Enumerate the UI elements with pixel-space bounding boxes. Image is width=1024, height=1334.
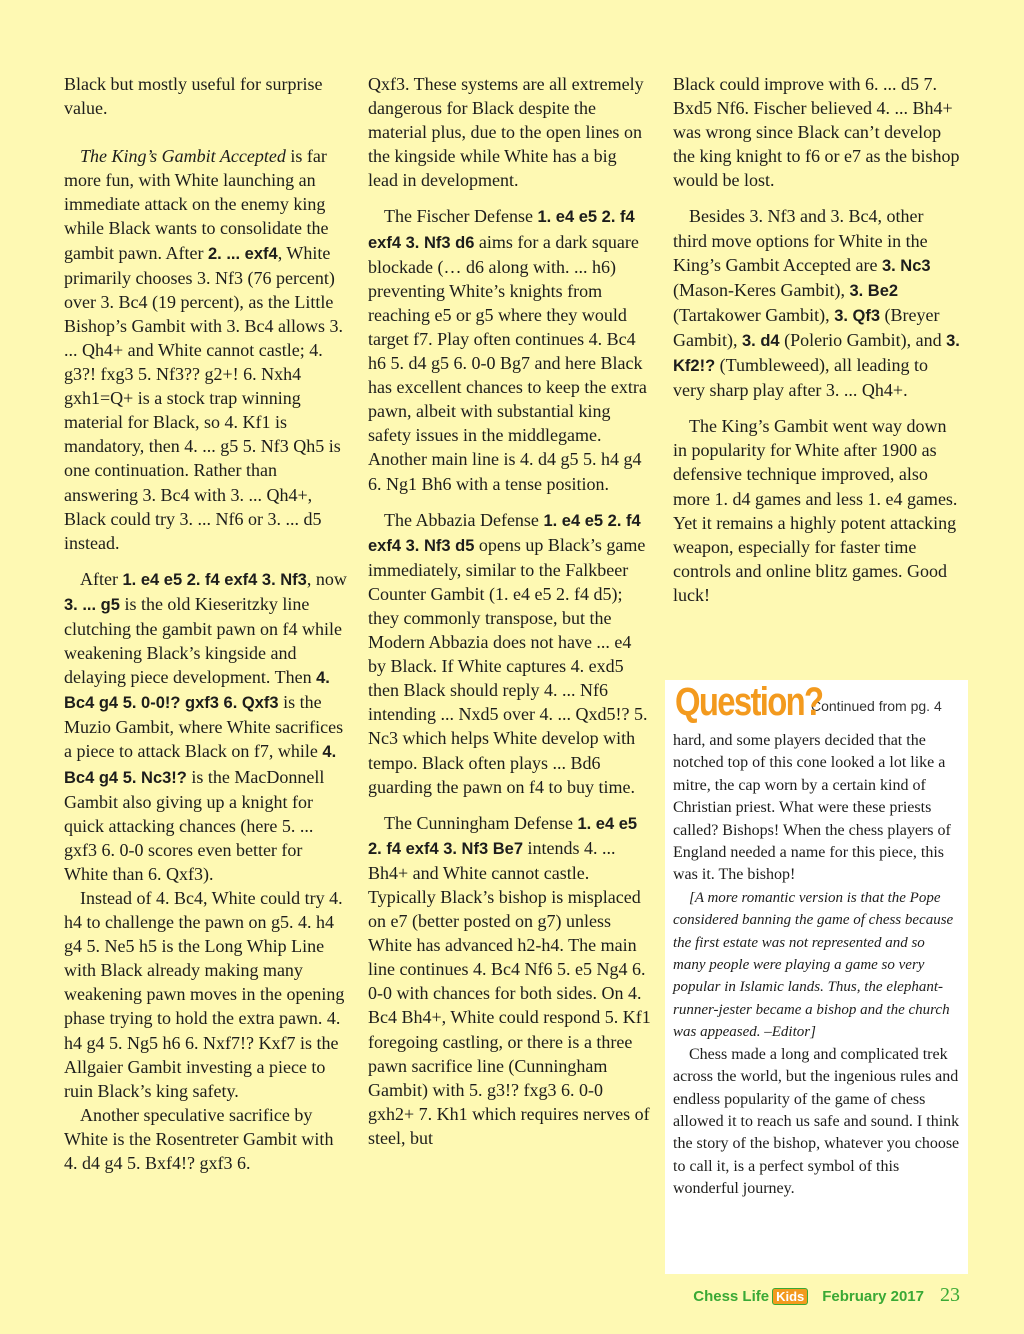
text-column-3 bbox=[673, 72, 961, 619]
issue-date: February 2017 bbox=[822, 1288, 924, 1305]
article-title: The King’s Gambit Accepted bbox=[80, 146, 286, 167]
text-column-1 bbox=[64, 72, 347, 1175]
paragraph: The Abbazia Defense 1. e4 e5 2. f4 exf4 3. Nf3 d5 opens up Black’s game immediately, similar to the Falkbeer Counter Gambit (1. e4 e5 2. f4 d5); they commonly transpose, but the Modern Abbazia does not have ... e4 by Black. If White captures 4. exd5 then Black should reply 4. ... Nf6 intending ... Nxd5 over 4. ... Qxd5!? 5. Nc3 which helps White develop with tempo. Black often plays ... Bd6 guarding the pawn on f4 to buy time. bbox=[368, 509, 648, 797]
kids-badge: Kids bbox=[772, 1288, 808, 1305]
paragraph: Instead of 4. Bc4, White could try 4. h4 to challenge the pawn on g5. 4. h4 g4 5. Ne5 h5 is the Long Whip Line with Black already making many weakening pawn moves in the opening phase trying to hold the extra pawn. 4. h4 g4 5. Ng5 h6 6. Nxf7!? Kxf7 is the Allgaier Gambit investing a piece to ruin Black’s king safety. bbox=[64, 888, 345, 1101]
paragraph: The Cunningham Defense 1. e4 e5 2. f4 exf4 3. Nf3 Be7 intends 4. ... Bh4+ and White cannot castle. Typically Black’s bishop is misplaced on e7 (better posted on g7) unless White has advanced h2-h4. The main line continues 4. Bc4 Nf6 5. e5 Ng4 6. 0-0 with chances for both sides. On 4. Bc4 Bh4+, White could respond 5. Kf1 foregoing castling, or there is a three pawn sacrifice line (Cunningham Gambit) with 5. g3!? fxg3 6. 0-0 gxh2+ 7. Kh1 which requires nerves of steel, but bbox=[368, 812, 651, 1148]
chess-move: 3. Nc3 bbox=[881, 256, 931, 275]
question-body bbox=[673, 730, 960, 1201]
continued-note: Continued from pg. 4 bbox=[811, 698, 942, 714]
chess-move: 2. ... exf4 bbox=[207, 244, 278, 263]
question-sidebar-box bbox=[665, 680, 968, 1274]
paragraph: After 1. e4 e5 2. f4 exf4 3. Nf3, now 3. ... g5 is the old Kieseritzky line clutching the gambit pawn on f4 while weakening Black’s kingside and delaying piece development. Then 4. Bc4 g4 5. 0-0!? gxf3 6. Qxf3 is the Muzio Gambit, where White sacrifices a piece to attack Black on f7, while 4. Bc4 g4 5. Nc3!? is the MacDonnell Gambit also giving up a knight for quick attacking chances (here 5. ... gxf3 6. 0-0 scores even better for White than 6. Qxf3). bbox=[64, 568, 347, 884]
paragraph: Besides 3. Nf3 and 3. Bc4, other third move options for White in the King’s Gambit Accepted are 3. Nc3 (Mason-Keres Gambit), 3. Be2 (Tartakower Gambit), 3. Qf3 (Breyer Gambit), 3. d4 (Polerio Gambit), and 3. Kf2!? (Tumbleweed), all leading to very sharp play after 3. ... Qh4+. bbox=[673, 206, 960, 401]
question-title: Question? bbox=[675, 680, 823, 724]
paragraph: The Fischer Defense 1. e4 e5 2. f4 exf4 3. Nf3 d6 aims for a dark square blockade (… d6 along with. ... h6) preventing White’s knights from reaching e5 or g5 where they would target f7. Play often continues 4. Bc4 h6 5. d4 g5 6. 0-0 Bg7 and here Black has excellent chances to keep the extra pawn, albeit with substantial king safety issues in the middlegame. Another main line is 4. d4 g5 5. h4 g4 6. Ng1 Bh6 with a tense position. bbox=[368, 206, 647, 494]
chess-move: 1. e4 e5 2. f4 exf4 3. Nf3 Be7 bbox=[368, 814, 638, 858]
paragraph: The King’s Gambit went way down in popularity for White after 1900 as defensive technique improved, also more 1. d4 games and less 1. e4 games. Yet it remains a highly potent attacking weapon, especially for faster time controls and online blitz games. Good luck! bbox=[673, 416, 958, 605]
magazine-name: Chess Life bbox=[693, 1288, 770, 1305]
paragraph: Another speculative sacrifice by White is the Rosentreter Gambit with 4. d4 g4 5. Bxf4!? gxf3 6. bbox=[64, 1104, 334, 1174]
chess-move: 1. e4 e5 2. f4 exf4 3. Nf3 d6 bbox=[368, 208, 635, 252]
chess-move: 3. ... g5 bbox=[64, 595, 120, 614]
paragraph: The King’s Gambit Accepted is far more fun, with White launching an immediate attack on the enemy king while Black wants to consolidate the gambit pawn. After 2. ... exf4, White primarily chooses 3. Nf3 (76 percent) over 3. Bc4 (19 percent), as the Little Bishop’s Gambit with 3. Bc4 allows 3. ... Qh4+ and White cannot castle; 4. g3?! fxg3 5. Nf3?? g2+! 6. Nxh4 gxh1=Q+ is a stock trap winning material for Black, so 4. Kf1 is mandatory, then 4. ... g5 5. Nf3 Qh5 is one continuation. Rather than answering 3. Bc4 with 3. ... Qh4+, Black could try 3. ... Nf6 or 3. ... d5 instead. bbox=[64, 146, 343, 553]
chess-move: 3. Be2 bbox=[849, 281, 899, 300]
chess-move: 4. Bc4 g4 5. Nc3!? bbox=[64, 743, 337, 787]
paragraph: Black could improve with 6. ... d5 7. Bxd5 Nf6. Fischer believed 4. ... Bh4+ was wrong since Black can’t develop the king knight to f6 or e7 as the bishop would be lost. bbox=[673, 74, 960, 191]
chess-move: 3. Kf2!? bbox=[673, 331, 960, 376]
chess-move: 1. e4 e5 2. f4 exf4 3. Nf3 d5 bbox=[368, 511, 641, 555]
page-footer bbox=[693, 1284, 960, 1307]
chess-move: 3. Qf3 bbox=[834, 306, 881, 325]
chess-move: 1. e4 e5 2. f4 exf4 3. Nf3 bbox=[122, 570, 307, 589]
editor-note: [A more romantic version is that the Pope considered banning the game of chess because the first estate was not represented and so many people were playing a game so very popular in Islamic lands. Thus, the elephant-runner-jester became a bishop and the church was appeased. –Editor] bbox=[673, 889, 954, 1041]
paragraph: Chess made a long and complicated trek across the world, but the ingenious rules and endless popularity of the game of chess allowed it to reach us safe and sound. I think the story of the bishop, whatever you choose to call it, is a perfect symbol of this wonderful journey. bbox=[673, 1045, 960, 1198]
chess-move: 4. Bc4 g4 5. 0-0!? gxf3 6. Qxf3 bbox=[64, 669, 330, 713]
text-column-2 bbox=[368, 72, 651, 1162]
question-header bbox=[675, 680, 942, 725]
paragraph: Qxf3. These systems are all extremely dangerous for Black despite the material plus, due to the open lines on the kingside while White has a big lead in development. bbox=[368, 74, 644, 191]
chess-move: 3. d4 bbox=[742, 331, 780, 350]
paragraph: Black but mostly useful for surprise value. bbox=[64, 74, 323, 119]
paragraph: hard, and some players decided that the notched top of this cone looked a lot like a mitre, the cap worn by a certain kind of Christian priest. What were these priests called? Bishops! When the chess players of England needed a name for this piece, this was it. The bishop! bbox=[673, 732, 951, 884]
page-number: 23 bbox=[940, 1284, 960, 1306]
